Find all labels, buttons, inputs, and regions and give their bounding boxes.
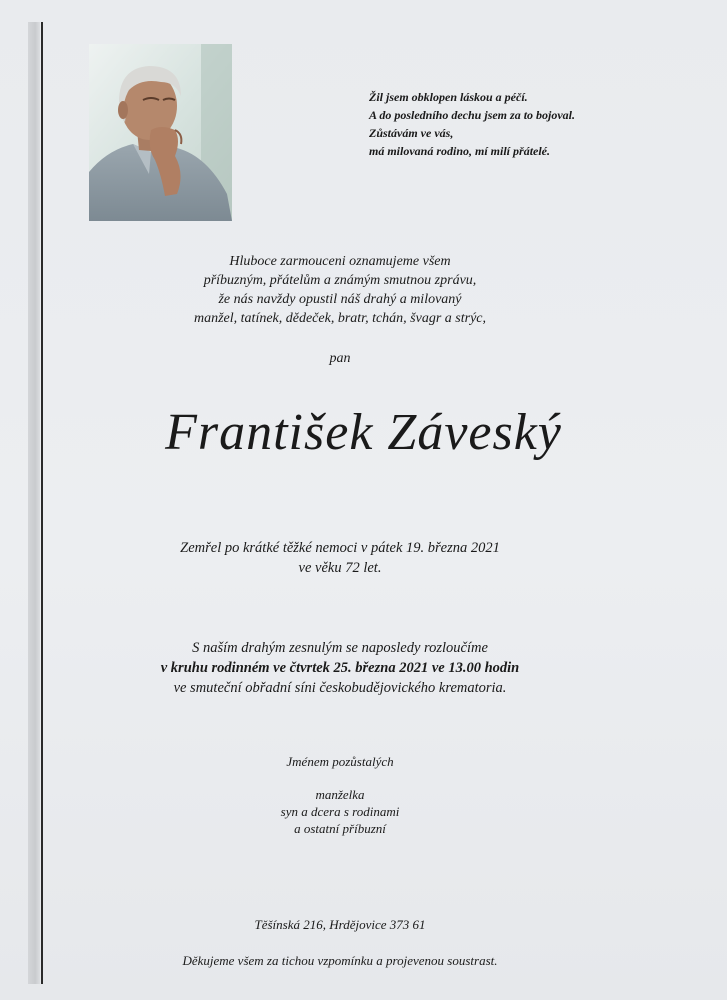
family-address: Těšínská 216, Hrdějovice 373 61 bbox=[254, 917, 426, 932]
poem-line: Zůstávám ve vás, bbox=[369, 126, 454, 140]
thanks-note: Děkujeme všem za tichou vzpomínku a projevenou soustrast. bbox=[182, 953, 498, 968]
funeral-info bbox=[60, 638, 620, 698]
honorific-title: pan bbox=[329, 351, 351, 366]
deceased-portrait-photo bbox=[89, 44, 232, 221]
left-border-band bbox=[28, 22, 40, 984]
mourner-item: manželka bbox=[315, 787, 365, 802]
poem-line: má milovaná rodino, mí milí přátelé. bbox=[369, 144, 551, 158]
announcement-line: příbuzným, přátelům a známým smutnou zprávu, bbox=[203, 273, 477, 288]
poem-line: A do posledního dechu jsem za to bojoval. bbox=[369, 108, 576, 122]
death-info bbox=[60, 538, 620, 578]
mourners-heading: Jménem pozůstalých bbox=[286, 754, 394, 769]
epitaph-poem bbox=[369, 88, 669, 160]
funeral-line: S naším drahým zesnulým se naposledy rozloučíme bbox=[192, 640, 488, 656]
mourner-item: a ostatní příbuzní bbox=[294, 821, 386, 836]
portrait-illustration bbox=[89, 44, 232, 221]
poem-line: Žil jsem obklopen láskou a péčí. bbox=[369, 90, 528, 104]
black-border-rule bbox=[41, 22, 43, 984]
funeral-date-line: v kruhu rodinném ve čtvrtek 25. března 2021 ve 13.00 hodin bbox=[160, 660, 520, 676]
announcement-line: manžel, tatínek, dědeček, bratr, tchán, švagr a strýc, bbox=[194, 311, 486, 326]
funeral-place-line: ve smuteční obřadní síni českobudějovického krematoria. bbox=[173, 680, 507, 696]
deceased-name: František Záveský bbox=[165, 404, 562, 461]
mourner-item: syn a dcera s rodinami bbox=[280, 804, 400, 819]
mourners-list bbox=[60, 786, 620, 837]
announcement-line: Hluboce zarmouceni oznamujeme všem bbox=[229, 254, 451, 269]
death-info-line: Zemřel po krátké těžké nemoci v pátek 19. března 2021 bbox=[180, 540, 500, 556]
announcement-line: že nás navždy opustil náš drahý a milovaný bbox=[218, 292, 462, 307]
announcement-text bbox=[60, 252, 620, 328]
death-info-line: ve věku 72 let. bbox=[298, 560, 382, 576]
